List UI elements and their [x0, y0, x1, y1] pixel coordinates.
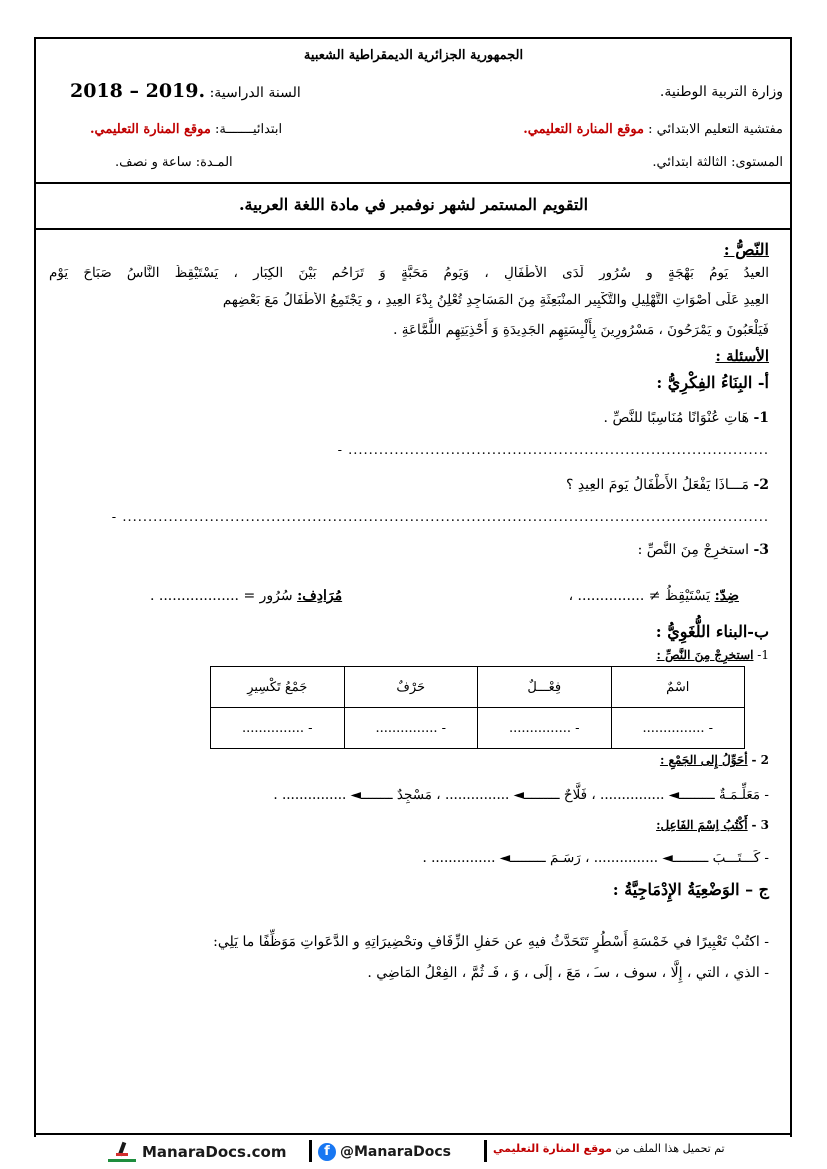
b-q3-number: 3 -	[751, 818, 769, 832]
school	[90, 122, 282, 137]
footer-site-text: ManaraDocs.com	[142, 1143, 287, 1161]
school-value: موقع المنارة التعليمي.	[90, 122, 211, 137]
inspection-value: موقع المنارة التعليمي.	[523, 122, 645, 137]
b-q1-text: استخرِجْ مِنَ النَّصِّ :	[656, 648, 754, 662]
b-q3-text: أَكْتُبُ اِسْمَ الفَاعِل:	[656, 818, 748, 832]
part-b-title: ب-البناء اللُّغَوِيُّ :	[655, 622, 769, 641]
q3-text: استخرِجْ مِنَ النَّصِّ :	[637, 542, 749, 558]
text-line-2: العِيدِ عَلَى أَصْوَاتِ التَّهْلِيلِ والتَّكْبِيرِ المنْبَعِثَةِ مِنَ المَسَاجِدِ تُعْلِنُ بِدْءَ العِيدِ ، و يَجْتَمِعُ الأَطْفَالُ مَعَ بَعْضِهِم	[222, 292, 769, 308]
part-a-q2	[566, 477, 769, 493]
agent-noun-line[interactable]: - كَـــتَـــبَ ـــــــــ◄ ............... ، رَسَـمَ ـــــــــ◄ ............... .	[422, 850, 769, 866]
q1-answer-line[interactable]: - ..................................................................................	[337, 443, 769, 458]
text-line-1: العيدُ يَومُ بَهْجَةٍ و سُرُورٍ لَدَى الأَطْفَالِ ، وَيَومُ مَحَبَّةٍ وَ تَرَاحُمٍ بَيْنَ الكِبَارِ ، يَسْتَيْقِظُ النَّاسُ صَبَاحَ يَوْمِ	[49, 265, 769, 281]
synonym-label: مُرَادِف:	[297, 588, 343, 604]
ministry: وزارة التربية الوطنية.	[659, 84, 783, 100]
q1-text: هَاتِ عُنْوَانًا مُنَاسِبًا للنَّصِّ .	[603, 410, 749, 426]
part-a-q3	[638, 542, 769, 558]
word-table	[210, 666, 745, 749]
table-answer-cell[interactable]: - ...............	[478, 708, 612, 749]
footer-note-site: موقع المنارة التعليمي	[493, 1142, 612, 1155]
part-b-q1	[657, 648, 770, 662]
table-answer-cell[interactable]: - ...............	[344, 708, 478, 749]
q3-opposite[interactable]	[569, 588, 739, 604]
plural-line[interactable]: - مَعَلِّـمَـةٌ ـــــــــ◄ ............... ، فَلَّاحٌ ـــــــــ◄ ............... ، مَسْجِدٌ ــــــــ◄ ............... .	[273, 787, 769, 803]
table-row	[211, 708, 745, 749]
questions-heading: الأسئلة :	[715, 347, 769, 365]
table-header-cell: اسْمٌ	[611, 667, 745, 708]
q1-number: 1-	[753, 410, 769, 426]
footer-bar	[0, 1136, 827, 1169]
table-header-cell: فِعْـــلٌ	[478, 667, 612, 708]
school-year-label: السنة الدراسية:	[209, 85, 301, 101]
school-year	[70, 80, 301, 102]
inspection-label: مفتشية التعليم الابتدائي :	[648, 122, 783, 137]
exam-title: التقويم المستمر لشهر نوفمبر في مادة اللغة العربية.	[238, 195, 589, 214]
table-answer-cell[interactable]: - ...............	[211, 708, 345, 749]
q3-number: 3-	[753, 542, 769, 558]
footer-separator	[484, 1140, 487, 1162]
footer-handle[interactable]	[318, 1140, 451, 1164]
text-heading: النّصُّ :	[723, 240, 769, 259]
duration: المـدة: ساعة و نصف.	[115, 155, 233, 170]
part-a-title: أ- البِنَاءُ الفِكْرِيُّ :	[656, 373, 769, 392]
inspection	[523, 122, 783, 137]
school-label: ابتدائيـــــــة:	[214, 122, 283, 137]
q2-answer-line[interactable]: - ..............................................................................................................................	[111, 510, 769, 525]
part-c-words: - الذي ، التي ، إِلَّا ، سوف ، سـَ ، مَعَ ، إلَى ، وَ ، فَـ ثُمَّ ، الفِعْلُ المَاضِي .	[367, 965, 769, 981]
b-q2-text: أحَوِّلُ إِلى الجَمْعِ :	[659, 753, 748, 767]
opposite-content: يَسْتَيْقِظُ ≠ ............... ،	[568, 588, 711, 604]
part-c-title: ج – الوَضْعِيَةُ الإِدْمَاجِيَّةُ :	[612, 880, 769, 899]
school-year-value: 2018 – 2019.	[70, 80, 206, 102]
b-q2-number: 2 -	[751, 753, 769, 767]
b-q1-number: 1-	[757, 648, 769, 662]
q2-number: 2-	[753, 477, 769, 493]
republic-title: الجمهورية الجزائرية الديمقراطية الشعبية	[303, 48, 524, 63]
opposite-label: ضِدّ:	[714, 588, 739, 604]
facebook-icon: f	[318, 1143, 336, 1161]
footer-site[interactable]	[108, 1140, 286, 1164]
q2-text: مَـــاذَا يَفْعَلُ الأَطْفَالُ يَومَ العِيدِ ؟	[565, 477, 749, 493]
table-header-row	[211, 667, 745, 708]
part-c-instruction: - اكتُبْ تَعْبِيرًا في خَمْسَةِ أَسْطُرٍ تَتَحَدَّثُ فيهِ عن حَفلِ الزِّفَافِ وتحْضِيرَاتِهِ و الدَّعَواتِ مَوَظِّفًا ما يَلِي:	[213, 934, 769, 950]
part-b-q3	[656, 818, 769, 832]
synonym-content: سُرُور = .................. .	[150, 588, 293, 604]
footer-separator	[309, 1140, 312, 1162]
table-answer-cell[interactable]: - ...............	[611, 708, 745, 749]
level: المستوى: الثالثة ابتدائي.	[652, 155, 783, 170]
footer-note	[493, 1142, 725, 1155]
part-a-q1	[604, 410, 769, 426]
footer-handle-text: @ManaraDocs	[340, 1144, 452, 1160]
footer-note-prefix: تم تحميل هذا الملف من	[615, 1142, 725, 1155]
manara-logo-icon	[108, 1141, 136, 1163]
text-line-3: فَيَلْعَبُونَ و يَمْرَحُونَ ، مَسْرُورِينَ بِأَلْبِسَتِهِم الجَدِيدَةِ وَ أَحْذِيَتِهِم اللَّمَّاعَةِ .	[393, 322, 769, 338]
q3-synonym[interactable]	[150, 588, 342, 604]
part-b-q2	[660, 753, 769, 767]
table-header-cell: جَمْعُ تَكْسِيرِ	[211, 667, 345, 708]
table-header-cell: حَرْفٌ	[344, 667, 478, 708]
